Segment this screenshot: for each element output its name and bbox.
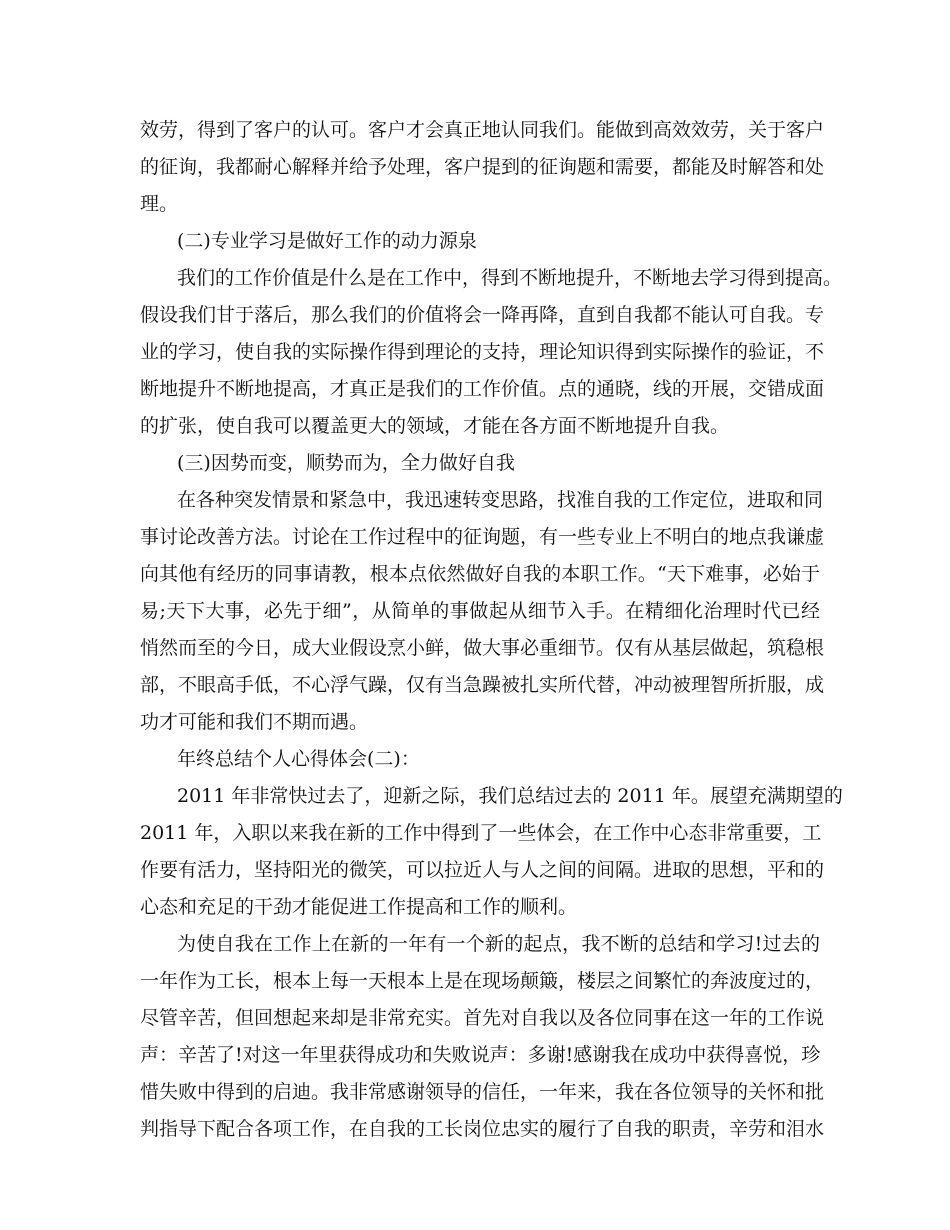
text-line: 效劳，得到了客户的认可。客户才会真正地认同我们。能做到高效效劳，关于客户 bbox=[140, 119, 825, 141]
text-line: 向其他有经历的同事请教，根本点依然做好自我的本职工作。“天下难事，必始于 bbox=[140, 563, 820, 585]
text-line: 断地提升不断地提高，才真正是我们的工作价值。点的通晓，线的开展，交错成面 bbox=[140, 378, 825, 400]
text-line: 的扩张，使自我可以覆盖更大的领域，才能在各方面不断地提升自我。 bbox=[140, 415, 730, 437]
text-line: 在各种突发情景和紧急中，我迅速转变思路，找准自我的工作定位，进取和同 bbox=[177, 489, 824, 511]
text-line: 2011 年，入职以来我在新的工作中得到了一些体会，在工作中心态非常重要，工 bbox=[140, 822, 822, 844]
text-line: 心态和充足的干劲才能促进工作提高和工作的顺利。 bbox=[140, 896, 578, 918]
text-line: 功才可能和我们不期而遇。 bbox=[140, 711, 369, 733]
text-line: 尽管辛苦，但回想起来却是非常充实。首先对自我以及各位同事在这一年的工作说 bbox=[140, 1007, 825, 1029]
text-line: 一年作为工长，根本上每一天根本上是在现场颠簸，楼层之间繁忙的奔波度过的， bbox=[140, 970, 825, 992]
text-line: 为使自我在工作上在新的一年有一个新的起点，我不断的总结和学习!过去的 bbox=[177, 933, 820, 955]
section-heading: 年终总结个人心得体会(二)： bbox=[177, 748, 420, 770]
text-line: 声：辛苦了!对这一年里获得成功和失败说声：多谢!感谢我在成功中获得喜悦，珍 bbox=[140, 1044, 821, 1066]
text-line: 判指导下配合各项工作，在自我的工长岗位忠实的履行了自我的职责，辛劳和泪水 bbox=[140, 1118, 825, 1140]
text-line: 业的学习，使自我的实际操作得到理论的支持，理论知识得到实际操作的验证，不 bbox=[140, 341, 825, 363]
text-line: 悄然而至的今日，成大业假设烹小鲜，做大事必重细节。仅有从基层做起，筑稳根 bbox=[140, 637, 825, 659]
section-heading: (三)因势而变，顺势而为，全力做好自我 bbox=[177, 452, 515, 474]
text-line: 2011 年非常快过去了，迎新之际，我们总结过去的 2011 年。展望充满期望的 bbox=[177, 785, 843, 807]
text-line: 假设我们甘于落后，那么我们的价值将会一降再降，直到自我都不能认可自我。专 bbox=[140, 304, 825, 326]
text-line: 作要有活力，坚持阳光的微笑，可以拉近人与人之间的间隔。进取的思想，平和的 bbox=[140, 859, 825, 881]
text-line: 事讨论改善方法。讨论在工作过程中的征询题，有一些专业上不明白的地点我谦虚 bbox=[140, 526, 825, 548]
text-line: 惜失败中得到的启迪。我非常感谢领导的信任，一年来，我在各位领导的关怀和批 bbox=[140, 1081, 825, 1103]
section-heading: (二)专业学习是做好工作的动力源泉 bbox=[177, 230, 477, 252]
text-line: 的征询，我都耐心解释并给予处理，客户提到的征询题和需要，都能及时解答和处 bbox=[140, 156, 825, 178]
text-line: 部，不眼高手低，不心浮气躁，仅有当急躁被扎实所代替，冲动被理智所折服，成 bbox=[140, 674, 825, 696]
text-line: 理。 bbox=[140, 193, 179, 215]
text-line: 我们的工作价值是什么是在工作中，得到不断地提升，不断地去学习得到提高。 bbox=[177, 267, 843, 289]
text-line: 易;天下大事，必先于细”，从简单的事做起从细节入手。在精细化治理时代已经 bbox=[140, 600, 820, 622]
